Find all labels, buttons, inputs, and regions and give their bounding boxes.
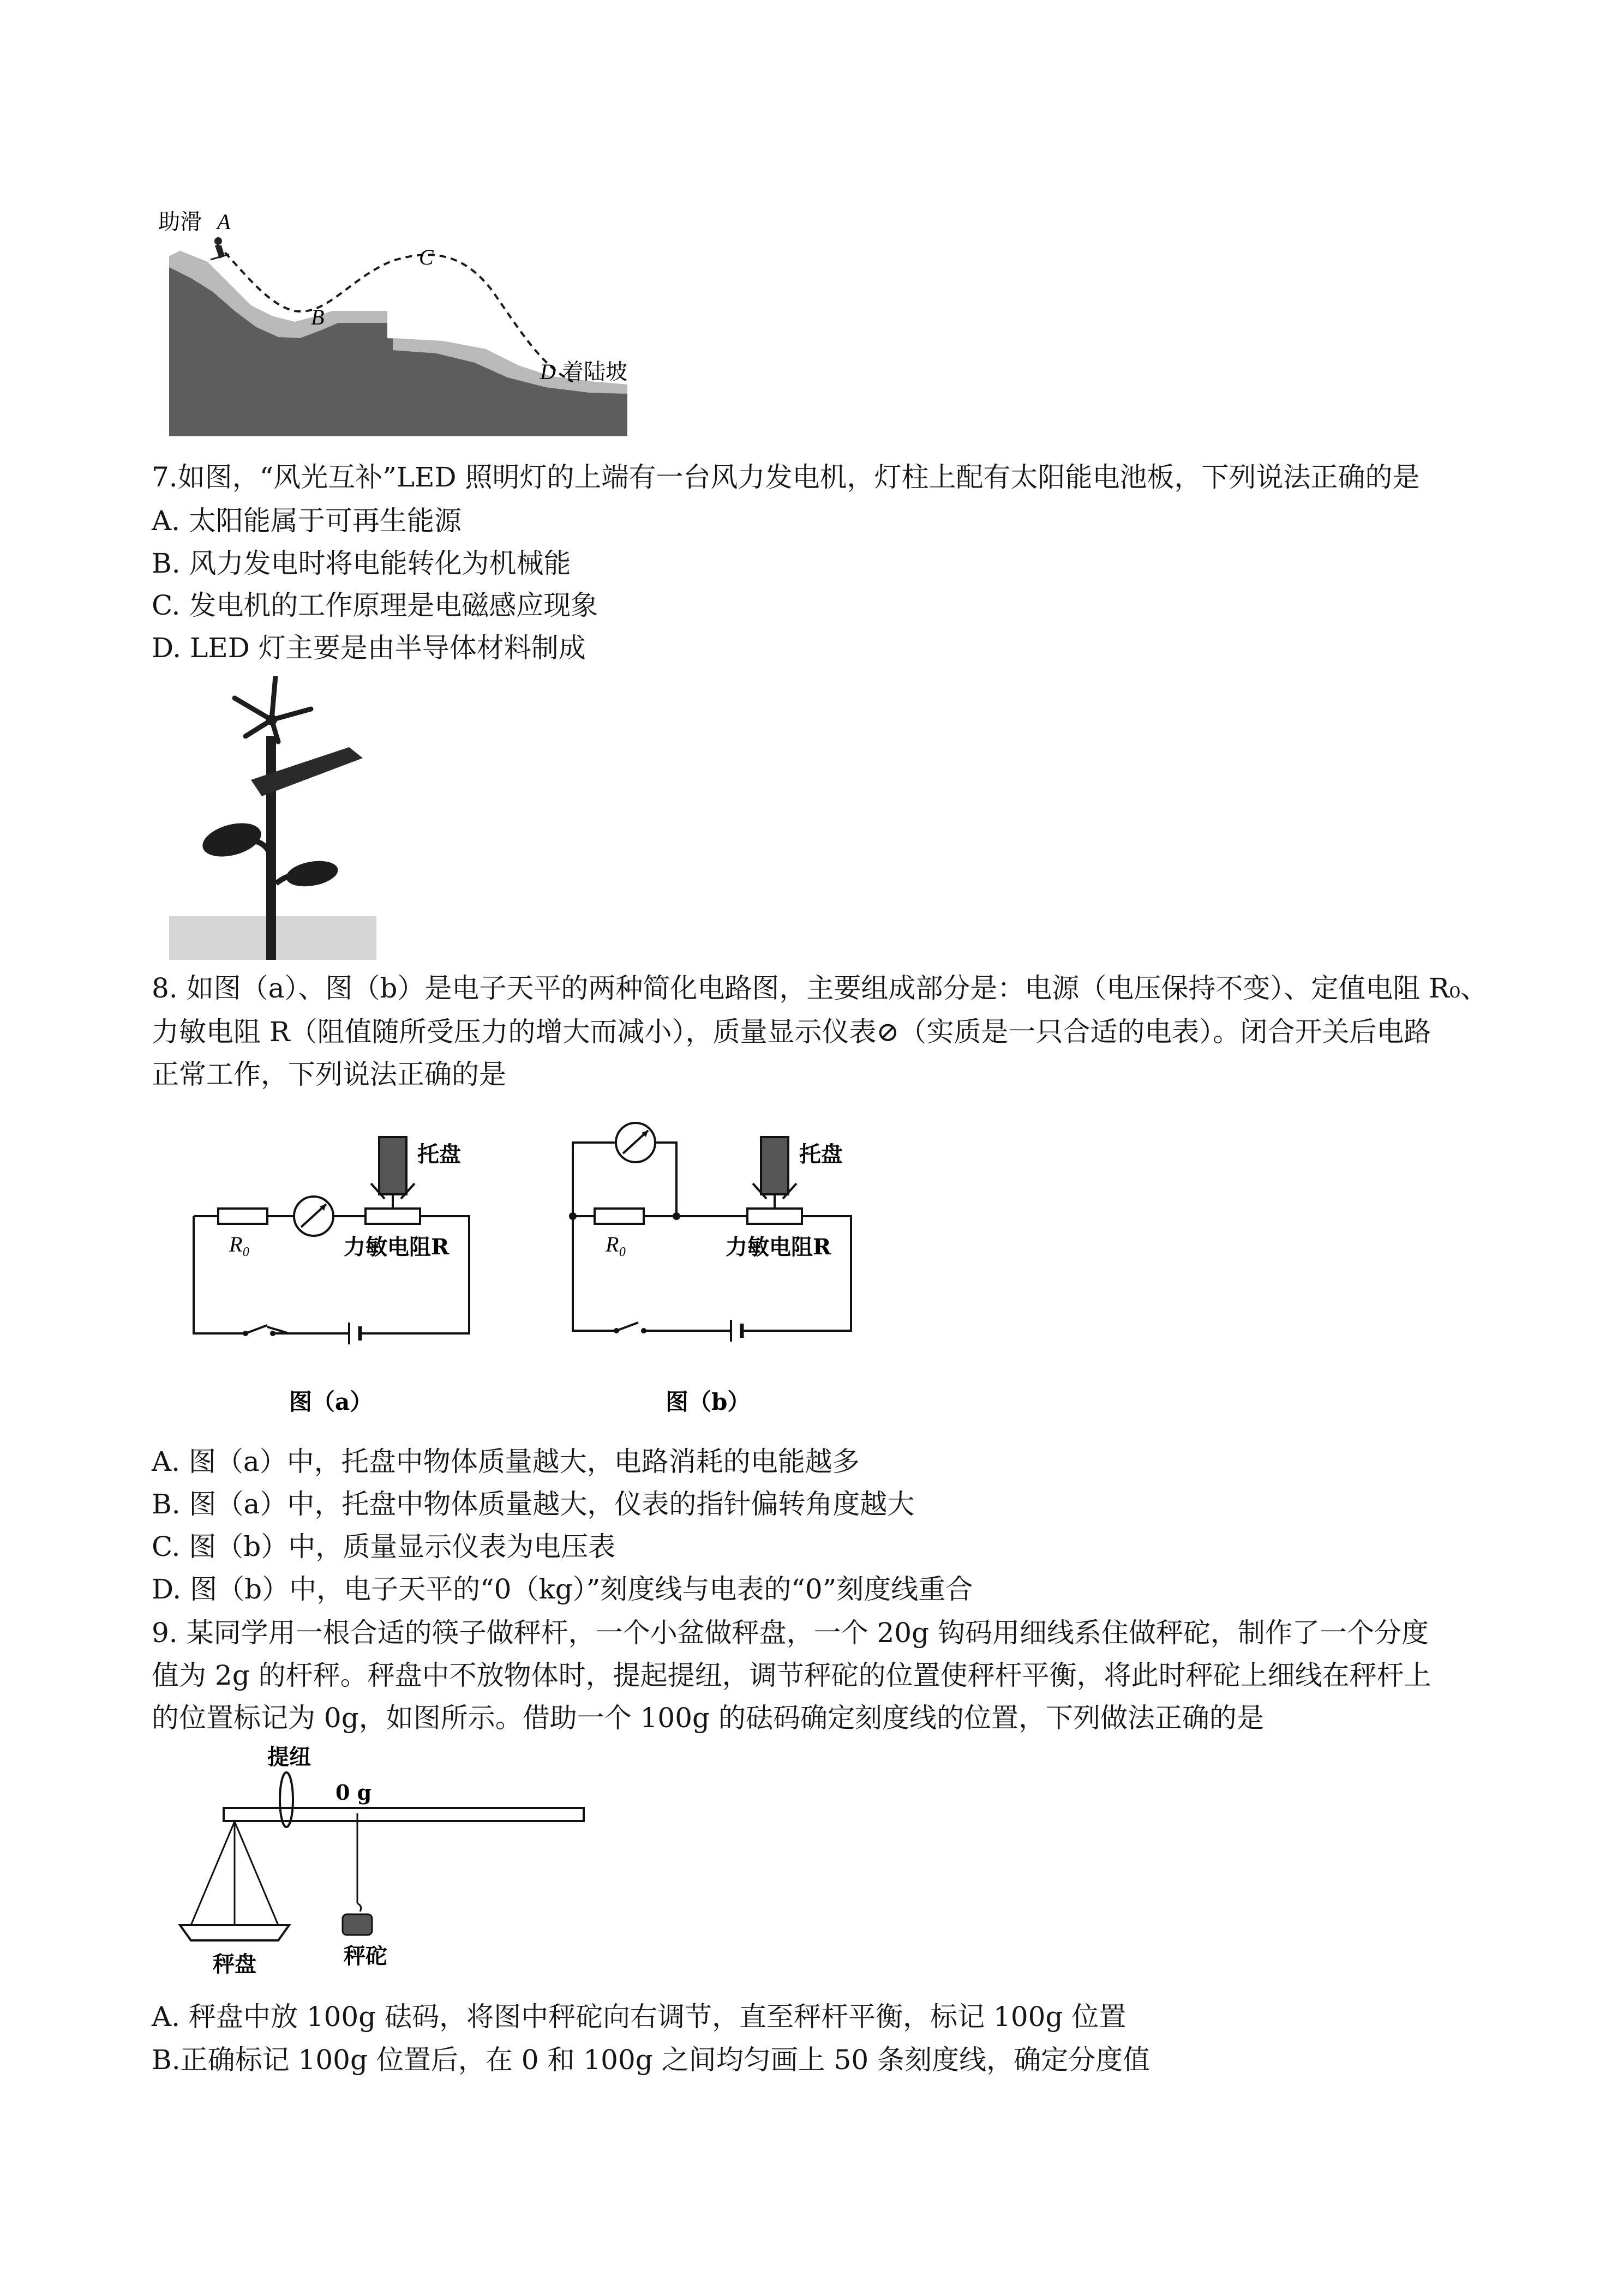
q7-option-c: C. 发电机的工作原理是电磁感应现象 (152, 590, 598, 621)
force-sensor-r (747, 1209, 802, 1224)
meter-icon (616, 1123, 655, 1162)
circuit-a-figure (185, 1123, 491, 1429)
fig-a-caption: 图（a） (289, 1389, 373, 1415)
ski-jump-figure (158, 202, 682, 442)
fig-b-r0-label: R₀ (606, 1232, 627, 1257)
fig-a-sensor-label: 力敏电阻R (344, 1234, 450, 1260)
q8-option-b: B. 图（a）中，托盘中物体质量越大，仪表的指针偏转角度越大 (152, 1488, 915, 1520)
q9-stem-line-2: 值为 2g 的杆秤。秤盘中不放物体时，提起提纽，调节秤砣的位置使秤杆平衡，将此时秤砣上细线在秤杆上 (152, 1660, 1431, 1691)
circuit-b-figure (562, 1107, 867, 1429)
q7-stem: 7.如图，“风光互补”LED 照明灯的上端有一台风力发电机，灯柱上配有太阳能电池板，下列说法正确的是 (152, 461, 1420, 493)
label-weight: 秤砣 (344, 1943, 387, 1969)
q9-option-a: A. 秤盘中放 100g 砝码，将图中秤砣向右调节，直至秤杆平衡，标记 100g 位置 (152, 2001, 1126, 2033)
q9-stem-line-3: 的位置标记为 0g，如图所示。借助一个 100g 的砝码确定刻度线的位置，下列做法正确的是 (152, 1702, 1264, 1734)
label-tiniu: 提纽 (267, 1744, 311, 1770)
battery-icon (731, 1320, 742, 1342)
q9-option-b: B.正确标记 100g 位置后，在 0 和 100g 之间均匀画上 50 条刻度线，确定分度值 (152, 2044, 1150, 2076)
q8-option-d: D. 图（b）中，电子天平的“0（kg）”刻度线与电表的“0”刻度线重合 (152, 1573, 973, 1605)
battery-icon (349, 1323, 360, 1344)
q7-option-d: D. LED 灯主要是由半导体材料制成 (152, 632, 586, 664)
q7-option-a: A. 太阳能属于可再生能源 (152, 505, 462, 537)
fig-b-caption: 图（b） (666, 1389, 751, 1415)
label-b: B (311, 305, 325, 329)
q8-stem-line-3: 正常工作，下列说法正确的是 (152, 1059, 506, 1090)
label-a: A (217, 209, 231, 234)
skier-icon (211, 237, 229, 260)
pan-icon (180, 1925, 289, 1940)
fig-b-tray-label: 托盘 (799, 1141, 843, 1167)
label-landing: 着陆坡 (562, 359, 627, 384)
counterweight-icon (343, 1914, 372, 1935)
q8-stem-line-2: 力敏电阻 R（阻值随所受压力的增大而减小），质量显示仪表⊘（实质是一只合适的电表）。闭合开关后电路 (152, 1016, 1431, 1048)
q9-stem-line-1: 9. 某同学用一根合适的筷子做秤杆，一个小盆做秤盘，一个 20g 钩码用细线系住做秤砣，制作了一个分度 (152, 1617, 1429, 1649)
wind-solar-lamp-figure (169, 676, 376, 960)
q8-option-c: C. 图（b）中，质量显示仪表为电压表 (152, 1531, 616, 1562)
switch-icon (614, 1323, 646, 1333)
resistor-r0 (218, 1209, 267, 1224)
tray-icon (379, 1137, 406, 1194)
q8-option-a: A. 图（a）中，托盘中物体质量越大，电路消耗的电能越多 (152, 1446, 860, 1477)
fig-a-r0-label: R₀ (229, 1232, 250, 1257)
resistor-r0 (595, 1209, 644, 1224)
label-c: C (419, 245, 434, 269)
q7-option-b: B. 风力发电时将电能转化为机械能 (152, 548, 571, 579)
meter-icon (294, 1197, 333, 1236)
label-d: D (540, 359, 556, 384)
q8-stem-line-1: 8. 如图（a）、图（b）是电子天平的两种简化电路图，主要组成部分是：电源（电压保持不变）、定值电阻 R₀、 (152, 972, 1488, 1004)
fig-b-sensor-label: 力敏电阻R (726, 1234, 831, 1260)
label-zhuhua: 助滑 (158, 209, 202, 235)
label-zero: 0 g (335, 1780, 372, 1805)
steelyard-beam (224, 1808, 584, 1821)
label-pan: 秤盘 (213, 1951, 256, 1977)
fig-a-tray-label: 托盘 (417, 1141, 461, 1167)
tray-icon (761, 1137, 788, 1194)
steelyard-figure (169, 1740, 606, 2002)
force-sensor-r (365, 1209, 420, 1224)
